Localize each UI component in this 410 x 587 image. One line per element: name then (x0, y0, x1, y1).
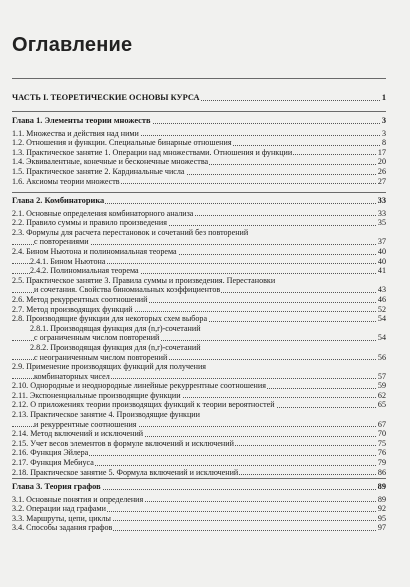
toc-entry-title: 3.2. Операции над графами (12, 504, 106, 514)
toc-entry-page: 57 (377, 371, 386, 381)
toc-entry (12, 410, 386, 420)
toc-entry (12, 523, 386, 533)
toc-entry-title: 2.8.2. Производящая функция для (n,r)-сочетаний (30, 342, 201, 352)
toc-entry-page: 89 (377, 494, 386, 504)
toc-entry-title: 2.1. Основные определения комбинаторного анализа (12, 208, 194, 218)
toc-entry-title: 3.3. Маршруты, цепи, циклы (12, 513, 111, 523)
toc-entry-title: 1.4. Эквивалентные, конечные и бесконечные множества (12, 157, 209, 167)
toc-entry-title: 2.16. Функция Эйлера (12, 448, 89, 458)
toc-entry-title: 1.5. Практическое занятие 2. Кардинальные числа (12, 166, 185, 176)
toc-entry-page: 95 (377, 513, 386, 523)
toc-entry-title: 2.4.2. Полиномиальная теорема (30, 266, 139, 276)
toc-entry-title: 2.2. Правило суммы и правило произведения (12, 218, 167, 228)
toc-entry-title: 2.18. Практическое занятие 5. Формула включений и исключений (12, 467, 239, 477)
toc-chapter-heading (12, 116, 386, 126)
toc-chapter-heading (12, 482, 386, 492)
toc-chapter-2 (12, 196, 386, 477)
rule-divider (12, 78, 386, 79)
toc-entry-title: комбинаторных чисел (34, 371, 110, 381)
page-title: Оглавление (12, 34, 133, 56)
toc-entry (12, 372, 386, 382)
toc-entry (12, 429, 386, 439)
toc-entry-title: с ограниченным числом повторений (34, 333, 160, 343)
chapter-page: 3 (381, 116, 386, 125)
toc-entry (12, 504, 386, 514)
toc-entry (12, 400, 386, 410)
toc-entry-title: 2.8. Производящие функции для некоторых схем выбора (12, 314, 208, 324)
toc-entry (12, 314, 386, 324)
toc-entry-page: 67 (377, 419, 386, 429)
toc-entry-page: 70 (377, 429, 386, 439)
toc-entry-title: с неограниченным числом повторений (34, 352, 168, 362)
toc-entry-title: 3.4. Способы задания графов (12, 523, 113, 533)
toc-entry (12, 167, 386, 177)
chapter-title: Глава 2. Комбинаторика (12, 196, 105, 205)
toc-entry-title: 2.10. Однородные и неоднородные линейные рекуррентные соотношения (12, 381, 266, 391)
toc-entry (12, 148, 386, 158)
toc-entry-page: 54 (377, 314, 386, 324)
chapter-page: 33 (377, 196, 386, 205)
toc-entry-list (12, 129, 386, 187)
toc-entry-title: 2.5. Практическое занятие 3. Правила суммы и произведения. Перестановки (12, 275, 276, 285)
toc-entry (12, 495, 386, 505)
chapter-page: 89 (377, 482, 386, 491)
toc-entry (12, 324, 386, 334)
toc-entry-page: 76 (377, 448, 386, 458)
toc-entry-page: 20 (377, 157, 386, 167)
toc-entry-page: 8 (381, 138, 386, 148)
toc-entry-title: 2.9. Применение производящих функций для получения (12, 362, 206, 372)
toc-entry-title: 2.4.1. Бином Ньютона (30, 256, 106, 266)
toc-entry-title: 2.13. Практическое занятие 4. Производящие функции (12, 410, 200, 420)
toc-entry-title: 3.1. Основные понятия и определения (12, 494, 144, 504)
toc-entry-page: 26 (377, 166, 386, 176)
toc-entry (12, 362, 386, 372)
toc-entry-page: 97 (377, 523, 386, 533)
toc-entry (12, 458, 386, 468)
toc-chapter-heading (12, 196, 386, 206)
toc-entry-title: 1.2. Отношения и функции. Специальные бинарные отношения (12, 138, 232, 148)
toc-entry-page: 17 (377, 147, 386, 157)
toc-entry-title: 2.15. Учет весов элементов в формуле включений и исключений (12, 438, 234, 448)
toc-entry (12, 257, 386, 267)
toc-entry (12, 177, 386, 187)
toc-entry (12, 514, 386, 524)
toc-entry-page: 75 (377, 438, 386, 448)
toc-entry-page: 37 (377, 237, 386, 247)
toc-part-section (12, 93, 386, 103)
toc-entry (12, 138, 386, 148)
chapter-title: Глава 3. Теория графов (12, 482, 101, 491)
toc-entry (12, 381, 386, 391)
toc-entry (12, 228, 386, 238)
toc-entry (12, 468, 386, 478)
toc-entry-page: 86 (377, 467, 386, 477)
toc-entry-page: 40 (377, 256, 386, 266)
toc-entry (12, 218, 386, 228)
toc-entry-page: 62 (377, 390, 386, 400)
toc-entry-title: 2.14. Метод включений и исключений (12, 429, 144, 439)
toc-entry (12, 209, 386, 219)
toc-entry-title: 2.8.1. Производящая функция для (n,r)-сочетаний (30, 323, 201, 333)
toc-entry-page: 56 (377, 352, 386, 362)
part-title: ЧАСТЬ I. ТЕОРЕТИЧЕСКИЕ ОСНОВЫ КУРСА (12, 93, 200, 102)
toc-entry-page: 52 (377, 304, 386, 314)
rule-divider (12, 192, 386, 193)
toc-entry-title: 2.17. Функция Мебиуса (12, 458, 94, 468)
toc-entry-page: 3 (381, 128, 386, 138)
toc-entry-title: 2.12. О приложениях теории производящих функций к теории вероятностей (12, 400, 275, 410)
toc-entry (12, 157, 386, 167)
toc-entry-title: 2.4. Бином Ньютона и полиномиальная теорема (12, 246, 177, 256)
toc-entry (12, 247, 386, 257)
toc-entry (12, 391, 386, 401)
toc-entry-page: 35 (377, 218, 386, 228)
toc-entry-page: 65 (377, 400, 386, 410)
toc-entry-page: 27 (377, 176, 386, 186)
toc-entry-page: 79 (377, 458, 386, 468)
toc-entry-page: 40 (377, 246, 386, 256)
toc-entry-title: и сочетания. Свойства биномиальных коэффициентов (34, 285, 221, 295)
toc-entry-title: 1.6. Аксиомы теории множеств (12, 176, 120, 186)
toc-entry (12, 276, 386, 286)
toc-entry-title: 1.3. Практическое занятие 1. Операции над множествами. Отношения и функции (12, 147, 293, 157)
toc-entry-title: с повторениями (34, 237, 89, 247)
toc-entry (12, 305, 386, 315)
toc-entry-page: 41 (377, 266, 386, 276)
toc-entry-page: 54 (377, 333, 386, 343)
toc-part-entry (12, 93, 386, 103)
toc-entry-page: 33 (377, 208, 386, 218)
toc-chapter-1 (12, 116, 386, 186)
toc-entry-list (12, 209, 386, 478)
toc-entry-title: 2.3. Формулы для расчета перестановок и сочетаний без повторений (12, 227, 249, 237)
toc-entry-title: 2.11. Экспоненциальные производящие функции (12, 390, 181, 400)
toc-entry (12, 439, 386, 449)
toc-entry (12, 237, 386, 247)
toc-entry (12, 343, 386, 353)
rule-divider (12, 478, 386, 479)
toc-entry (12, 420, 386, 430)
toc-entry (12, 448, 386, 458)
toc-entry-list (12, 495, 386, 533)
chapter-title: Глава 1. Элементы теории множеств (12, 116, 151, 125)
toc-entry (12, 129, 386, 139)
toc-entry-title: 2.7. Метод производящих функций (12, 304, 133, 314)
part-page: 1 (381, 93, 386, 102)
toc-entry-title: 2.6. Метод рекуррентных соотношений (12, 294, 148, 304)
toc-entry-page: 43 (377, 285, 386, 295)
toc-entry (12, 266, 386, 276)
toc-chapter-3 (12, 482, 386, 533)
toc-entry (12, 353, 386, 363)
toc-entry (12, 333, 386, 343)
toc-entry-page: 59 (377, 381, 386, 391)
toc-entry (12, 285, 386, 295)
rule-divider (12, 111, 386, 112)
toc-entry-page: 46 (377, 294, 386, 304)
toc-entry-page: 92 (377, 504, 386, 514)
toc-entry-title: и рекуррентные соотношения (34, 419, 137, 429)
toc-entry (12, 295, 386, 305)
toc-entry-title: 1.1. Множества и действия над ними (12, 128, 139, 138)
